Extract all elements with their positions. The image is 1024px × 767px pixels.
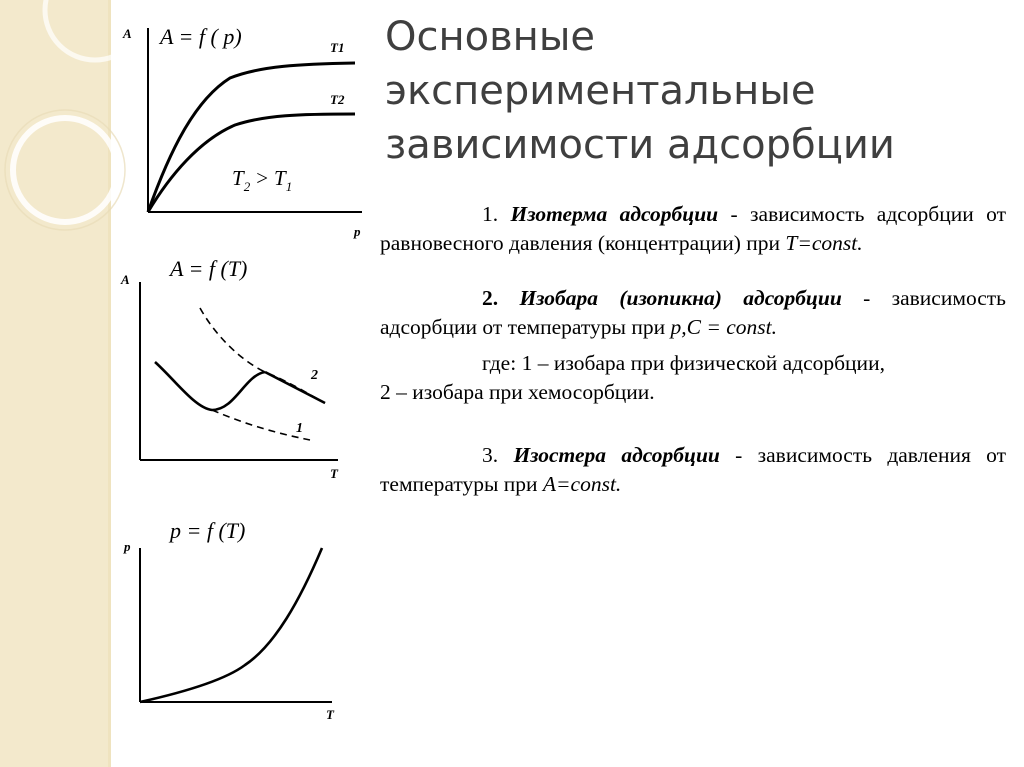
isobar-graph	[120, 256, 339, 481]
isostere-formula: p = f (T)	[170, 518, 246, 543]
temperature-relation: $T_2 > T_1$	[232, 166, 293, 194]
item-text: - зависимость давления от температуры при	[380, 443, 1007, 496]
title-line-2: экспериментальные	[385, 68, 816, 114]
term-isotherm: Изотерма адсорбции	[510, 202, 719, 226]
item-isostere: 3. Изостера адсорбции - зависимость давления от температуры при A=const.	[380, 443, 1007, 496]
item-isobar	[380, 284, 1006, 342]
item-number: 3	[482, 443, 493, 467]
isotherm-curve-t2	[148, 114, 355, 212]
isotherm-formula: A = f ( p)	[160, 24, 242, 49]
y-axis-label: p	[124, 539, 131, 554]
curve-label-2: 2	[311, 368, 318, 383]
slide-title	[385, 10, 1015, 172]
title-line-1: Основные	[385, 14, 596, 60]
item-number: 1	[482, 202, 493, 226]
item-text: - зависимость адсорбции от равновесного давления (концентрации) при	[380, 202, 1006, 255]
isotherm-curve-t1	[148, 63, 355, 212]
item-condition: A=const.	[542, 472, 622, 496]
slide-body	[380, 200, 1006, 499]
y-axis-label: A	[121, 272, 130, 287]
isostere-graph	[123, 518, 335, 722]
x-axis-label: T	[330, 466, 338, 481]
item-condition: p,C = const.	[670, 315, 777, 339]
isobar-curve-upper-dashed	[200, 308, 325, 403]
x-axis-label: p	[354, 224, 361, 239]
term-isobar: Изобара (изопикна) адсорбции	[519, 286, 842, 310]
where-line-2: 2 – изобара при хемосорбции.	[380, 380, 655, 404]
term-isostere: Изостера адсорбции	[513, 443, 720, 467]
x-axis-label: T	[326, 707, 334, 722]
curve-label-t1: T1	[330, 40, 345, 55]
curve-label-t2: T2	[330, 92, 345, 107]
isobar-formula: A = f (T)	[170, 256, 248, 281]
isobar-curve-2	[155, 362, 265, 410]
title-line-3: зависимости адсорбции	[385, 122, 895, 168]
item-text: - зависимость адсорбции от температуры при	[380, 286, 1006, 339]
isotherm-graph	[122, 24, 362, 239]
item-isotherm: 1. Изотерма адсорбции - зависимость адсорбции от равновесного давления (концентрации) при T=const.	[380, 202, 1006, 255]
graphs-panel	[112, 0, 377, 767]
y-axis-label: A	[123, 26, 132, 41]
item-number: 2.	[482, 286, 499, 310]
where-line-1: где: 1 – изобара при физической адсорбции,	[482, 351, 885, 375]
item-condition: T=const.	[785, 231, 863, 255]
curve-label-1: 1	[296, 421, 303, 436]
isostere-curve	[140, 548, 322, 702]
